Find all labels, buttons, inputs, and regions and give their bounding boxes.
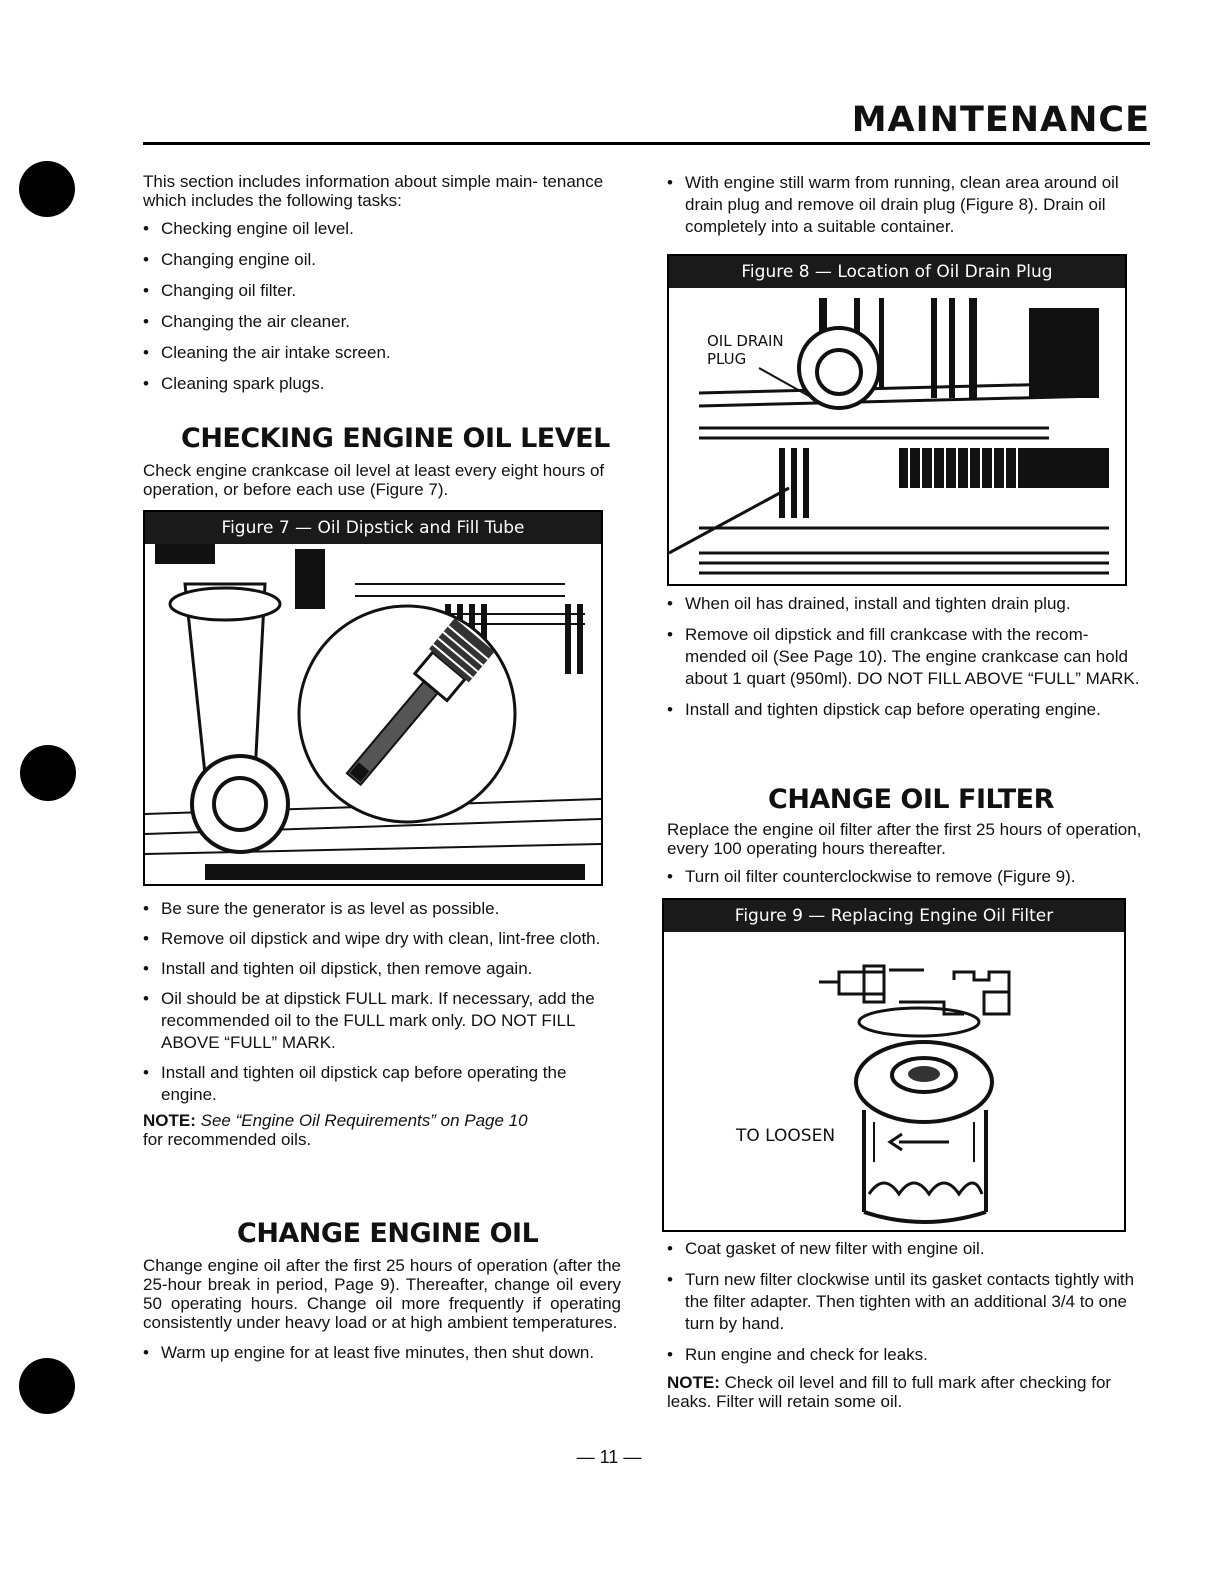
oil-filter-illustration bbox=[664, 932, 1124, 1230]
list-item: • Remove oil dipstick and fill crankcase with the recom- mended oil (See Page 10). The engine crankcase can hold about 1 quart (950ml). DO NOT FILL ABOVE “FULL” MARK. bbox=[667, 624, 1147, 690]
figure-9 bbox=[662, 898, 1126, 1232]
list-item: • Remove oil dipstick and wipe dry with clean, lint-free cloth. bbox=[143, 928, 621, 950]
page-number: — 11 — bbox=[576, 1447, 642, 1467]
note-label: NOTE: bbox=[143, 1111, 196, 1130]
change-filter-text: Replace the engine oil filter after the first 25 hours of operation, every 100 operating hours thereafter. bbox=[667, 820, 1142, 858]
figure-9-caption: Figure 9 — Replacing Engine Oil Filter bbox=[664, 900, 1124, 932]
list-item: • Install and tighten oil dipstick cap before operating the engine. bbox=[143, 1062, 621, 1106]
punch-hole-middle bbox=[20, 745, 76, 801]
figure-7-caption: Figure 7 — Oil Dipstick and Fill Tube bbox=[145, 512, 601, 544]
left-column bbox=[143, 172, 621, 404]
header-rule bbox=[143, 142, 1150, 145]
list-item: • With engine still warm from running, clean area around oil drain plug and remove oil drain plug (Figure 8). Drain oil completely into a suitable container. bbox=[667, 172, 1147, 238]
figure-9-illustration bbox=[664, 932, 1124, 1230]
checking-oil-heading: CHECKING ENGINE OIL LEVEL bbox=[181, 423, 610, 454]
list-item: • When oil has drained, install and tighten drain plug. bbox=[667, 593, 1147, 615]
change-oil-text: Change engine oil after the first 25 hours of operation (after the 25-hour break in period, Page 9). Thereafter, change oil every 50 operating hours. Change oil more frequently if operating consistently under heavy load or at high ambient temperatures. bbox=[143, 1256, 621, 1332]
list-item: • Coat gasket of new filter with engine oil. bbox=[667, 1238, 1147, 1260]
drain-steps-list bbox=[667, 593, 1147, 721]
list-item: • Install and tighten dipstick cap before operating engine. bbox=[667, 699, 1147, 721]
list-item: • Checking engine oil level. bbox=[143, 218, 621, 240]
list-item: • Warm up engine for at least five minutes, then shut down. bbox=[143, 1342, 621, 1364]
change-oil-heading: CHANGE ENGINE OIL bbox=[237, 1218, 539, 1249]
oil-drain-label-line1: OIL DRAIN bbox=[707, 332, 784, 350]
list-item: • Turn new filter clockwise until its gasket contacts tightly with the filter adapter. Then tighten with an additional 3/4 to one turn by hand. bbox=[667, 1269, 1147, 1335]
list-item: • Turn oil filter counterclockwise to remove (Figure 9). bbox=[667, 866, 1147, 888]
list-item: • Be sure the generator is as level as possible. bbox=[143, 898, 621, 920]
change-filter-heading: CHANGE OIL FILTER bbox=[768, 784, 1054, 815]
right-note bbox=[667, 1373, 1147, 1411]
drain-intro-list bbox=[667, 172, 1147, 238]
list-item: • Run engine and check for leaks. bbox=[667, 1344, 1147, 1366]
to-loosen-label: TO LOOSEN bbox=[736, 1126, 836, 1146]
page-title: MAINTENANCE bbox=[851, 100, 1150, 140]
checking-oil-text: Check engine crankcase oil level at least every eight hours of operation, or before each use (Figure 7). bbox=[143, 461, 605, 499]
list-item: • Install and tighten oil dipstick, then remove again. bbox=[143, 958, 621, 980]
change-oil-steps bbox=[143, 1342, 621, 1364]
left-steps bbox=[143, 898, 621, 1149]
figure-8-illustration bbox=[669, 288, 1125, 584]
left-note bbox=[143, 1111, 621, 1149]
figure-7-illustration bbox=[145, 544, 601, 884]
punch-hole-bottom bbox=[19, 1358, 75, 1414]
note-text-cont: for recommended oils. bbox=[143, 1130, 312, 1149]
change-filter-block bbox=[667, 820, 1147, 897]
right-filter-steps bbox=[667, 1238, 1147, 1411]
dipstick-illustration bbox=[145, 544, 601, 884]
change-oil-block bbox=[143, 1256, 621, 1373]
intro-text: This section includes information about simple main- tenance which includes the following tasks: bbox=[143, 172, 604, 210]
punch-hole-top bbox=[19, 161, 75, 217]
list-item: • Changing oil filter. bbox=[143, 280, 621, 302]
oil-drain-label-line2: PLUG bbox=[707, 350, 747, 368]
figure-7 bbox=[143, 510, 603, 886]
right-column-top bbox=[667, 172, 1147, 247]
figure-8-caption: Figure 8 — Location of Oil Drain Plug bbox=[669, 256, 1125, 288]
right-drain-steps bbox=[667, 593, 1147, 730]
check-steps-list bbox=[143, 898, 621, 1106]
note-label: NOTE: bbox=[667, 1373, 720, 1392]
oil-drain-label bbox=[707, 332, 784, 368]
list-item: • Cleaning spark plugs. bbox=[143, 373, 621, 395]
list-item: • Changing the air cleaner. bbox=[143, 311, 621, 333]
figure-8 bbox=[667, 254, 1127, 586]
list-item: • Oil should be at dipstick FULL mark. If necessary, add the recommended oil to the FULL mark only. DO NOT FILL ABOVE “FULL” MARK. bbox=[143, 988, 621, 1054]
note-text: Check oil level and fill to full mark after checking for leaks. Filter will retain some oil. bbox=[667, 1373, 1112, 1411]
list-item: • Cleaning the air intake screen. bbox=[143, 342, 621, 364]
filter-steps-list bbox=[667, 1238, 1147, 1366]
list-item: • Changing engine oil. bbox=[143, 249, 621, 271]
task-list bbox=[143, 218, 621, 395]
filter-intro-list bbox=[667, 866, 1147, 888]
note-text: See “Engine Oil Requirements” on Page 10 bbox=[200, 1111, 528, 1130]
